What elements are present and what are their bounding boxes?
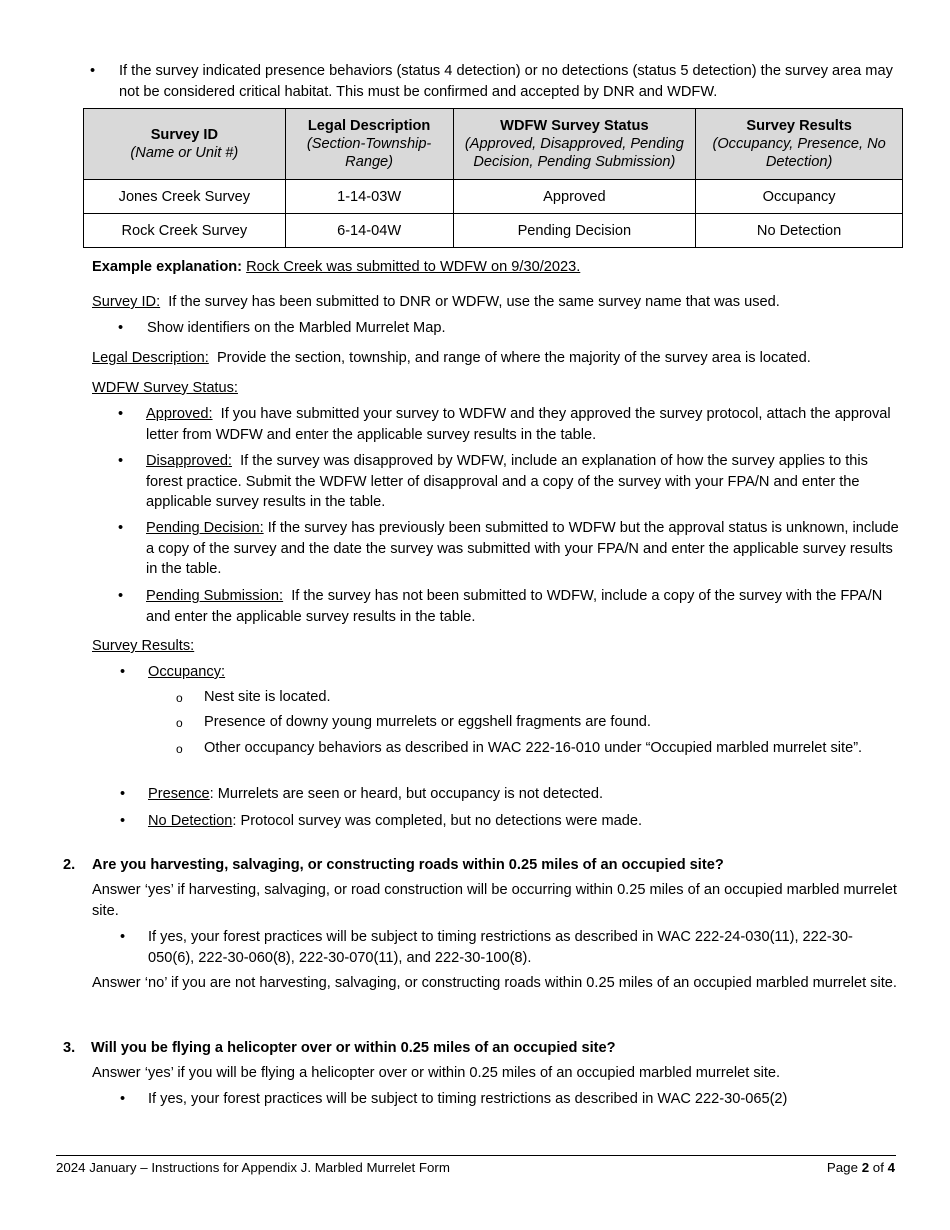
survey-id-text: If the survey has been submitted to DNR or WDFW, use the same survey name that was used. xyxy=(168,294,780,310)
results-no-detection xyxy=(120,811,900,832)
occupancy-sub-item: o Nest site is located. xyxy=(176,687,896,708)
q2-bullet xyxy=(120,927,860,968)
presence-term: Presence xyxy=(148,786,210,802)
bullet-icon: • xyxy=(118,588,124,604)
bullet-icon: • xyxy=(120,786,126,802)
q2-no-answer: Answer ‘no’ if you are not harvesting, salvaging, or constructing roads within 0.25 miles of an occupied marbled murrelet site. xyxy=(92,975,897,991)
page-number: Page 2 of 4 xyxy=(826,1160,895,1175)
header-wdfw-status: WDFW Survey Status (Approved, Disapproved, Pending Decision, Pending Submission) xyxy=(453,109,696,180)
survey-id-bullet-text: Show identifiers on the Marbled Murrelet Map. xyxy=(147,320,446,336)
example-label: Example explanation: xyxy=(92,259,243,275)
table-cell: No Detection xyxy=(696,214,903,248)
nodetect-term: No Detection xyxy=(148,813,233,829)
question-text: Are you harvesting, salvaging, or constructing roads within 0.25 miles of an occupied site? xyxy=(92,857,724,873)
survey-id-label: Survey ID: xyxy=(92,294,161,310)
presence-text: : Murrelets are seen or heard, but occupancy is not detected. xyxy=(209,786,604,802)
results-heading: Survey Results: xyxy=(92,638,195,654)
question-number: 3. xyxy=(63,1040,76,1056)
survey-table xyxy=(83,108,903,248)
header-survey-results: Survey Results (Occupancy, Presence, No Detection) xyxy=(696,109,903,180)
status-term: Disapproved: xyxy=(146,453,232,469)
results-presence xyxy=(120,784,900,805)
bullet-icon: • xyxy=(118,520,124,536)
status-item-disapproved xyxy=(118,451,900,513)
bullet-icon: • xyxy=(118,320,124,336)
example-explanation xyxy=(92,257,580,278)
table-cell: 1-14-03W xyxy=(285,180,453,214)
bullet-icon: • xyxy=(120,664,126,680)
footer-title: 2024 January – Instructions for Appendix J. Marbled Murrelet Form xyxy=(56,1160,450,1175)
status-item-approved xyxy=(118,404,900,445)
survey-id-bullet xyxy=(118,318,898,339)
table-cell: Pending Decision xyxy=(453,214,696,248)
status-text: If the survey was disapproved by WDFW, include an explanation of how the survey applies to this forest practice. Submit the WDFW letter of disapproval and a copy of the survey with your FPA/N and enter the applicable survey results in the table. xyxy=(146,453,868,510)
table-cell: Occupancy xyxy=(696,180,903,214)
intro-bullet-text: If the survey indicated presence behaviors (status 4 detection) or no detections (status 5 detection) the survey area may not be considered critical habitat. This must be confirmed and accepted by DNR and WDFW. xyxy=(119,63,893,100)
status-item-pending-decision xyxy=(118,518,900,580)
table-cell: 6-14-04W xyxy=(285,214,453,248)
legal-description-paragraph xyxy=(92,348,902,369)
status-text: If the survey has not been submitted to WDFW, include a copy of the survey with the FPA/N and enter the applicable survey results in the table. xyxy=(146,588,883,625)
table-row xyxy=(84,214,903,248)
q3-bullet xyxy=(120,1089,900,1110)
header-survey-id: Survey ID (Name or Unit #) xyxy=(84,109,286,180)
table-cell: Jones Creek Survey xyxy=(84,180,286,214)
status-heading: WDFW Survey Status: xyxy=(92,380,238,396)
survey-id-paragraph xyxy=(92,292,902,313)
bullet-icon: • xyxy=(118,453,124,469)
q3-bullet-text: If yes, your forest practices will be subject to timing restrictions as described in WAC 222-30-065(2) xyxy=(148,1091,788,1107)
footer-divider xyxy=(56,1155,896,1156)
table-row xyxy=(84,180,903,214)
table-cell: Rock Creek Survey xyxy=(84,214,286,248)
status-item-pending-submission xyxy=(118,586,900,627)
status-text: If you have submitted your survey to WDFW and they approved the survey protocol, attach the approval letter from WDFW and enter the applicable survey results in the table. xyxy=(146,406,891,443)
status-term: Pending Decision: xyxy=(146,520,264,536)
intro-bullet xyxy=(90,61,900,102)
legal-label: Legal Description: xyxy=(92,350,209,366)
table-cell: Approved xyxy=(453,180,696,214)
table-header-row xyxy=(84,109,903,180)
header-legal-description: Legal Description (Section-Township-Range) xyxy=(285,109,453,180)
bullet-icon: • xyxy=(120,813,126,829)
q2-bullet-text: If yes, your forest practices will be subject to timing restrictions as described in WAC 222-24-030(11), 222-30-050(6), 222-30-060(8), 222-30-070(11), and 222-30-100(8). xyxy=(148,929,853,966)
question-number: 2. xyxy=(63,857,76,873)
example-text: Rock Creek was submitted to WDFW on 9/30/2023. xyxy=(246,259,581,275)
occupancy-sub-item: o Presence of downy young murrelets or eggshell fragments are found. xyxy=(176,712,896,733)
question-text: Will you be flying a helicopter over or within 0.25 miles of an occupied site? xyxy=(91,1040,616,1056)
bullet-icon: • xyxy=(120,1091,126,1107)
occupancy-term: Occupancy: xyxy=(148,664,226,680)
circle-bullet-icon: o xyxy=(176,716,183,730)
q3-yes-answer: Answer ‘yes’ if you will be flying a helicopter over or within 0.25 miles of an occupied marbled murrelet site. xyxy=(92,1065,781,1081)
bullet-icon: • xyxy=(120,929,126,945)
status-term: Approved: xyxy=(146,406,213,422)
legal-text: Provide the section, township, and range of where the majority of the survey area is located. xyxy=(216,350,811,366)
bullet-icon: • xyxy=(90,63,96,79)
bullet-icon: • xyxy=(118,406,124,422)
nodetect-text: : Protocol survey was completed, but no detections were made. xyxy=(232,813,643,829)
circle-bullet-icon: o xyxy=(176,691,183,705)
occupancy-sub-item: o Other occupancy behaviors as described in WAC 222-16-010 under “Occupied marbled murrelet site”. xyxy=(176,738,896,759)
status-term: Pending Submission: xyxy=(146,588,284,604)
status-text: If the survey has previously been submitted to WDFW but the approval status is unknown, include a copy of the survey and the date the survey was submitted with your FPA/N and enter the applicable survey results in the table. xyxy=(146,520,899,577)
circle-bullet-icon: o xyxy=(176,742,183,756)
results-occupancy xyxy=(120,662,225,683)
q2-yes-answer: Answer ‘yes’ if harvesting, salvaging, or road construction will be occurring within 0.25 miles of an occupied marbled murrelet site. xyxy=(92,882,897,919)
